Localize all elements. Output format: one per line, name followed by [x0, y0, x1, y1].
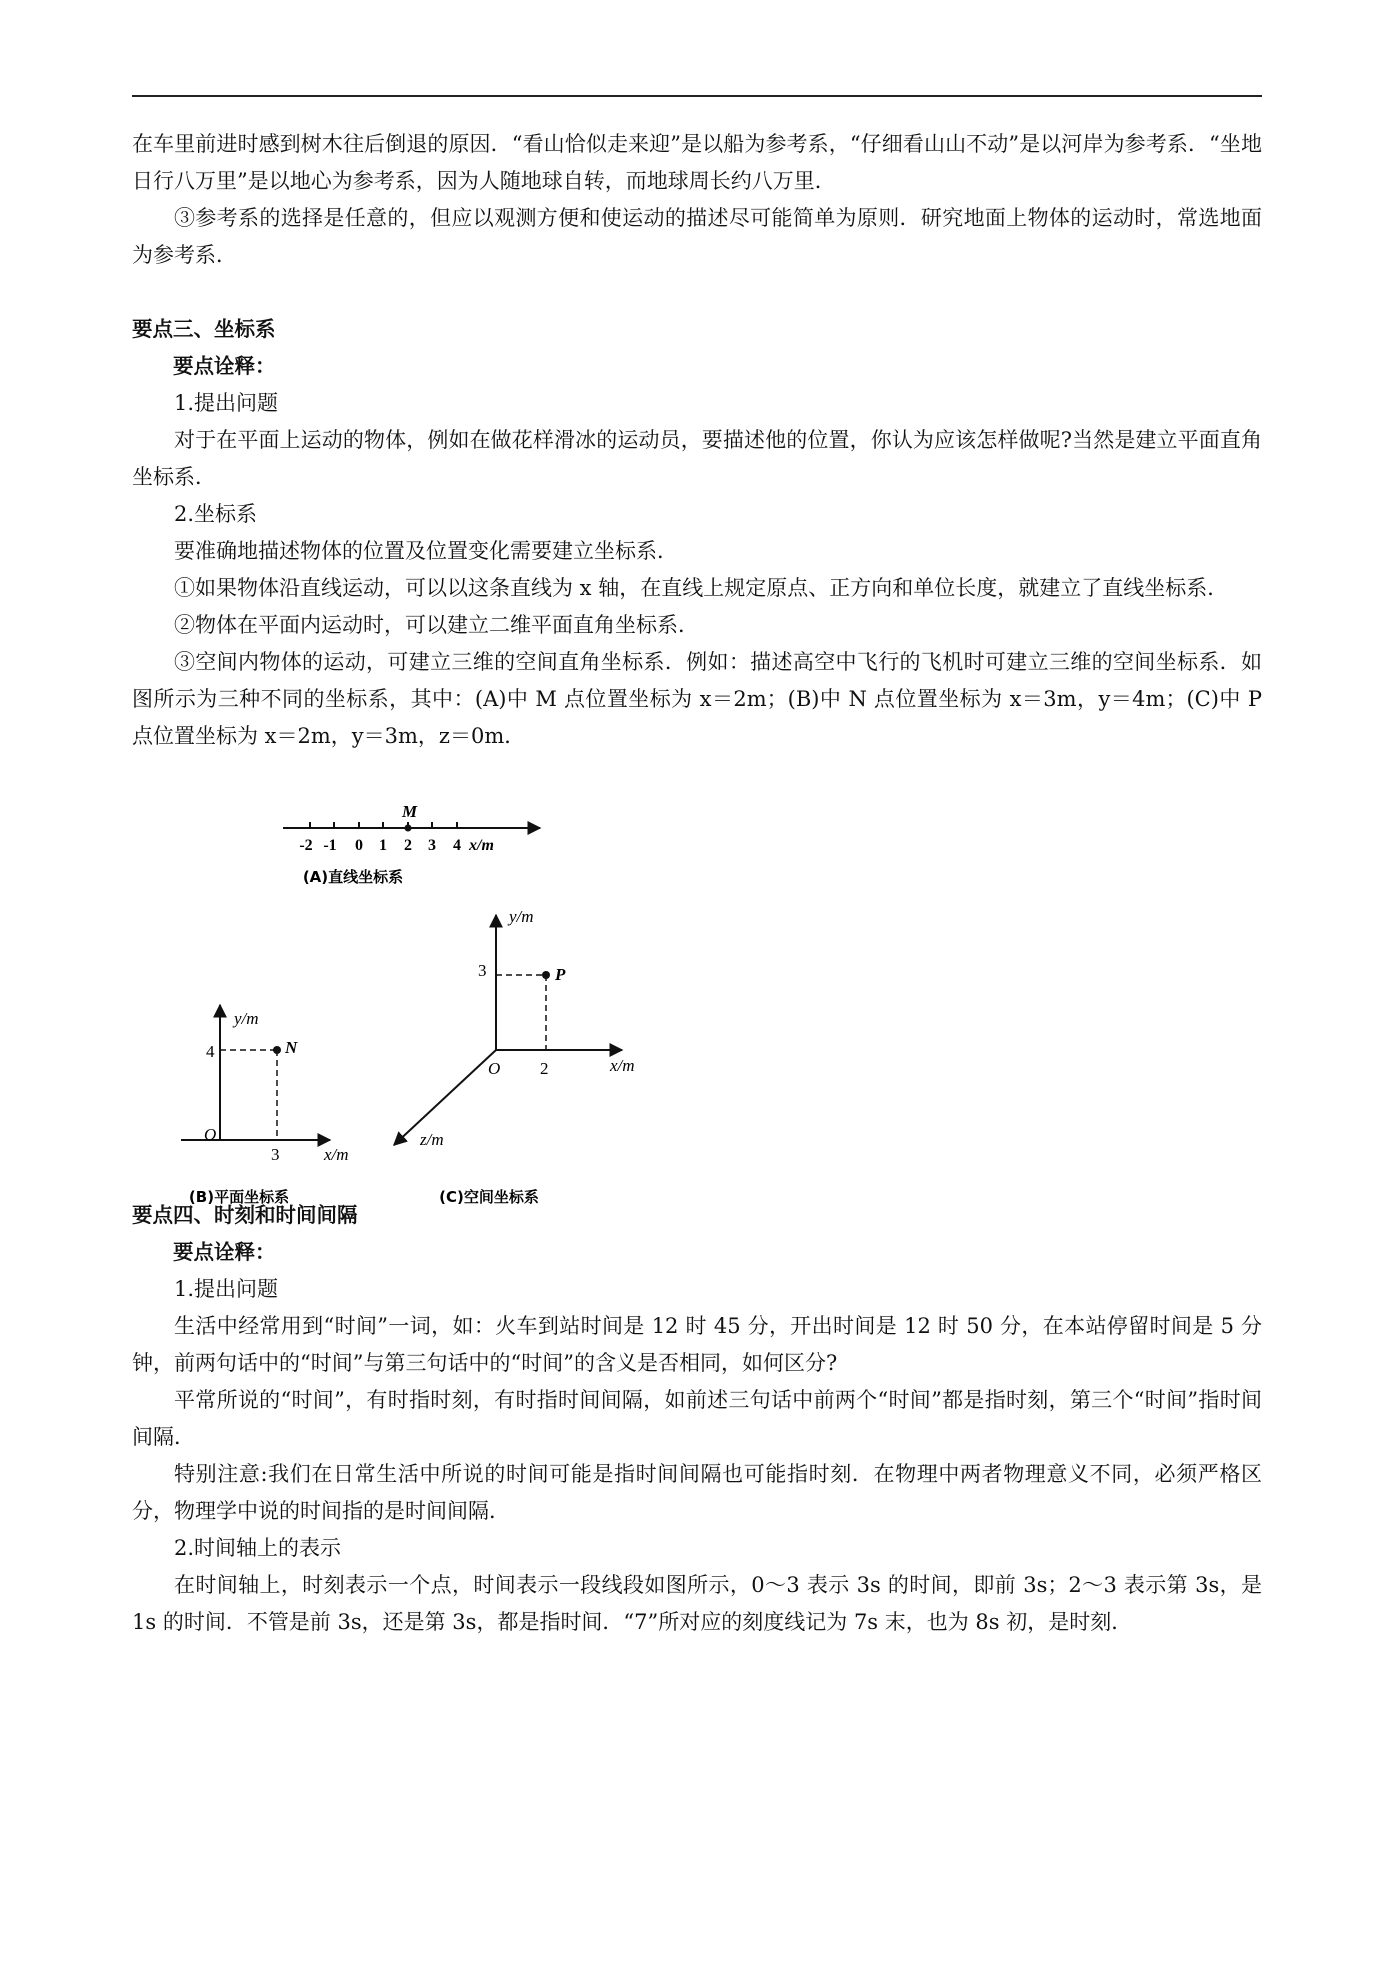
- section-heading-coordinate-system: 要点三、坐标系: [132, 317, 276, 341]
- b-x-value: 3: [271, 1145, 280, 1164]
- a-tick-label: -2: [299, 837, 313, 854]
- paragraph-plane-coordinate: ②物体在平面内运动时，可以建立二维平面直角坐标系．: [174, 613, 699, 637]
- paragraph-time-usage: 生活中经常用到“时间”一词，如：火车到站时间是 12 时 45 分，开出时间是 12 时 50 分，在本站停留时间是 5 分钟，前两句话中的“时间”与第三句话中的“时间”的含义是否相同，如何区分?: [132, 1314, 1262, 1375]
- item-title-coordinate-system: 2.坐标系: [174, 502, 258, 526]
- b-y-axis-label: y/m: [234, 1009, 259, 1028]
- b-point-n-label: N: [285, 1038, 298, 1057]
- a-point-m-dot: [405, 825, 412, 832]
- a-tick-label: 2: [404, 837, 412, 854]
- c-x-axis-label: x/m: [610, 1056, 635, 1075]
- subheading-key-points: 要点诠释：: [173, 354, 276, 378]
- paragraph-coordinate-need: 要准确地描述物体的位置及位置变化需要建立坐标系．: [174, 539, 678, 563]
- c-caption: (C)空间坐标系: [439, 1188, 539, 1206]
- paragraph-reference-frame-choice: ③参考系的选择是任意的，但应以观测方便和使运动的描述尽可能简单为原则．研究地面上物体的运动时，常选地面为参考系．: [132, 206, 1262, 267]
- c-point-p-dot: [542, 971, 550, 979]
- b-x-axis-label: x/m: [324, 1145, 349, 1164]
- c-y-value: 3: [478, 961, 487, 980]
- c-z-axis-label: z/m: [420, 1130, 444, 1149]
- a-axis-label: x/m: [469, 837, 494, 854]
- paragraph-time-axis: 在时间轴上，时刻表示一个点，时间表示一段线段如图所示，0～3 表示 3s 的时间，即前 3s；2～3 表示第 3s，是 1s 的时间．不管是前 3s，还是第 3s，都是指时间．“7”所对应的刻度线记为 7s 末，也为 8s 初，是时刻．: [132, 1573, 1262, 1634]
- b-y-value: 4: [206, 1042, 215, 1061]
- a-tick-label: 0: [355, 837, 363, 854]
- header-rule: [132, 95, 1262, 97]
- c-origin-label: O: [488, 1059, 501, 1078]
- c-y-axis-label: y/m: [509, 907, 534, 926]
- a-caption: (A)直线坐标系: [302, 868, 404, 886]
- c-x-value: 2: [540, 1059, 549, 1078]
- item-title-time-axis: 2.时间轴上的表示: [174, 1536, 342, 1560]
- a-point-m-label: M: [402, 802, 418, 821]
- b-origin-label: O: [204, 1125, 217, 1144]
- paragraph-time-meaning: 平常所说的“时间”，有时指时刻，有时指时间间隔，如前述三句话中前两个“时间”都是指时刻，第三个“时间”指时间间隔．: [132, 1388, 1262, 1449]
- line-coordinate-diagram: [283, 802, 540, 886]
- space-coordinate-diagram: [394, 907, 635, 1206]
- paragraph-special-note: 特别注意:我们在日常生活中所说的时间可能是指时间间隔也可能指时刻．在物理中两者物理意义不同，必须严格区分，物理学中说的时间指的是时间间隔．: [132, 1462, 1262, 1523]
- coordinate-systems-figure: [170, 800, 670, 1220]
- paragraph-raise-question: 对于在平面上运动的物体，例如在做花样滑冰的运动员，要描述他的位置，你认为应该怎样做呢?当然是建立平面直角坐标系．: [132, 428, 1262, 489]
- subheading-key-points-2: 要点诠释：: [173, 1240, 276, 1264]
- paragraph-line-coordinate: ①如果物体沿直线运动，可以以这条直线为 x 轴，在直线上规定原点、正方向和单位长度，就建立了直线坐标系．: [174, 576, 1229, 600]
- section-heading-time: 要点四、时刻和时间间隔: [132, 1203, 358, 1227]
- b-point-n-dot: [273, 1046, 281, 1054]
- a-tick-label: -1: [323, 837, 337, 854]
- a-tick-label: 4: [453, 837, 461, 854]
- c-point-p-label: P: [555, 965, 566, 984]
- paragraph-reference-frame-examples: 在车里前进时感到树木往后倒退的原因．“看山恰似走来迎”是以船为参考系，“仔细看山山不动”是以河岸为参考系．“坐地日行八万里”是以地心为参考系，因为人随地球自转，而地球周长约八万里．: [132, 132, 1262, 193]
- item-title-raise-question: 1.提出问题: [174, 391, 279, 415]
- paragraph-space-coordinate: ③空间内物体的运动，可建立三维的空间直角坐标系．例如：描述高空中飞行的飞机时可建立三维的空间坐标系．如图所示为三种不同的坐标系，其中：(A)中 M 点位置坐标为 x＝2m；(B)中 N 点位置坐标为 x＝3m，y＝4m；(C)中 P 点位置坐标为 x＝2m，y＝3m，z＝0m．: [132, 650, 1262, 748]
- a-tick-label: 1: [379, 837, 387, 854]
- c-z-axis-line: [394, 1050, 496, 1145]
- a-tick-label: 3: [428, 837, 436, 854]
- b-caption: (B)平面坐标系: [188, 1188, 290, 1206]
- plane-coordinate-diagram: [181, 1005, 349, 1206]
- item-title-raise-question-2: 1.提出问题: [174, 1277, 279, 1301]
